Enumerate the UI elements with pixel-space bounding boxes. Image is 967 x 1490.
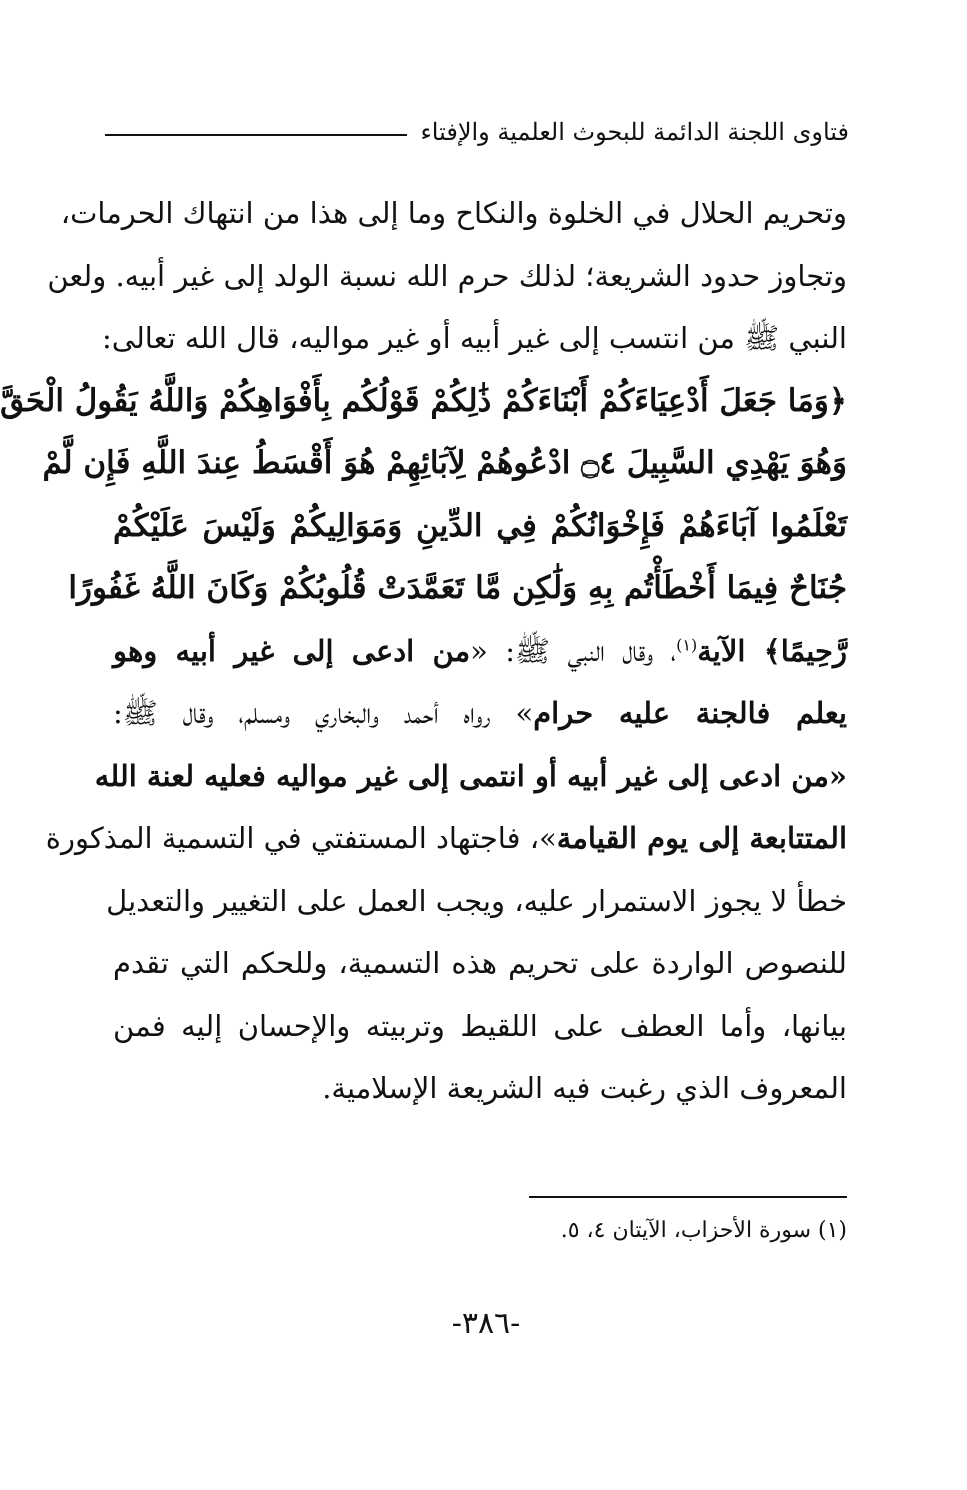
quran-verse-end: رَّحِيمًا﴾ الآية [697, 633, 847, 668]
hadith-text: المتتابعة إلى يوم القيامة [556, 821, 847, 855]
text-segment: ، وقال النبي ﷺ: « [470, 633, 677, 668]
text-line: النبي ﷺ من انتسب إلى غير أبيه أو غير مواليه، قال الله تعالى: [102, 321, 847, 355]
quran-verse-line: تَعْلَمُوا آبَاءَهُمْ فَإِخْوَانُكُمْ فِي الدِّينِ وَمَوَالِيكُمْ وَلَيْسَ عَلَيْكُمْ [113, 507, 847, 544]
footnote-marker: (١) [676, 634, 698, 654]
text-line: للنصوص الواردة على تحريم هذه التسمية، وللحكم التي تقدم [113, 946, 847, 980]
body-text [0, 182, 847, 1120]
quran-verse-line: وَهُوَ يَهْدِي السَّبِيلَ ۝٤ ادْعُوهُمْ لِآبَائِهِمْ هُوَ أَقْسَطُ عِندَ اللَّهِ فَإِن لَّمْ [42, 445, 847, 481]
text-segment: »، فاجتهاد المستفتي في التسمية المذكورة [45, 821, 557, 855]
text-line: وتحريم الحلال في الخلوة والنكاح وما إلى هذا من انتهاك الحرمات، [60, 196, 847, 230]
text-line: بيانها، وأما العطف على اللقيط وتربيته والإحسان إليه فمن [113, 1008, 847, 1043]
hadith-text: يعلم فالجنة عليه حرام [533, 696, 847, 730]
text-line [113, 682, 847, 745]
text-line [45, 807, 847, 870]
text-segment: » رواه أحمد والبخاري ومسلم، وقال ﷺ: [113, 696, 534, 730]
quran-verse-line: جُنَاحٌ فِيمَا أَخْطَأْتُم بِهِ وَلَٰكِن مَّا تَعَمَّدَتْ قُلُوبُكُمْ وَكَانَ اللَّهُ غَفُورًا [68, 570, 847, 606]
running-header [105, 112, 849, 152]
text-line: خطأ لا يجوز الاستمرار عليه، ويجب العمل على التغيير والتعديل [106, 883, 847, 918]
header-rule [105, 134, 407, 136]
text-line: وتجاوز حدود الشريعة؛ لذلك حرم الله نسبة الولد إلى غير أبيه. ولعن [47, 258, 847, 293]
hadith-line: «من ادعى إلى غير أبيه أو انتمى إلى غير مواليه فعليه لعنة الله [94, 758, 847, 793]
header-title: فتاوى اللجنة الدائمة للبحوث العلمية والإفتاء [420, 118, 849, 146]
hadith-text: من ادعى إلى غير أبيه وهو [113, 633, 471, 668]
quran-verse-line: ﴿وَمَا جَعَلَ أَدْعِيَاءَكُمْ أَبْنَاءَكُمْ ذَٰلِكُمْ قَوْلُكُم بِأَفْوَاهِكُمْ وَاللَّهُ يَقُولُ الْحَقَّ [0, 382, 847, 419]
page-number: -٣٨٦- [451, 1306, 521, 1341]
text-line: المعروف الذي رغبت فيه الشريعة الإسلامية. [322, 1071, 847, 1105]
footnote: (١) سورة الأحزاب، الآيتان ٤، ٥. [560, 1218, 847, 1243]
text-line [113, 620, 847, 683]
footnote-separator [529, 1196, 847, 1198]
